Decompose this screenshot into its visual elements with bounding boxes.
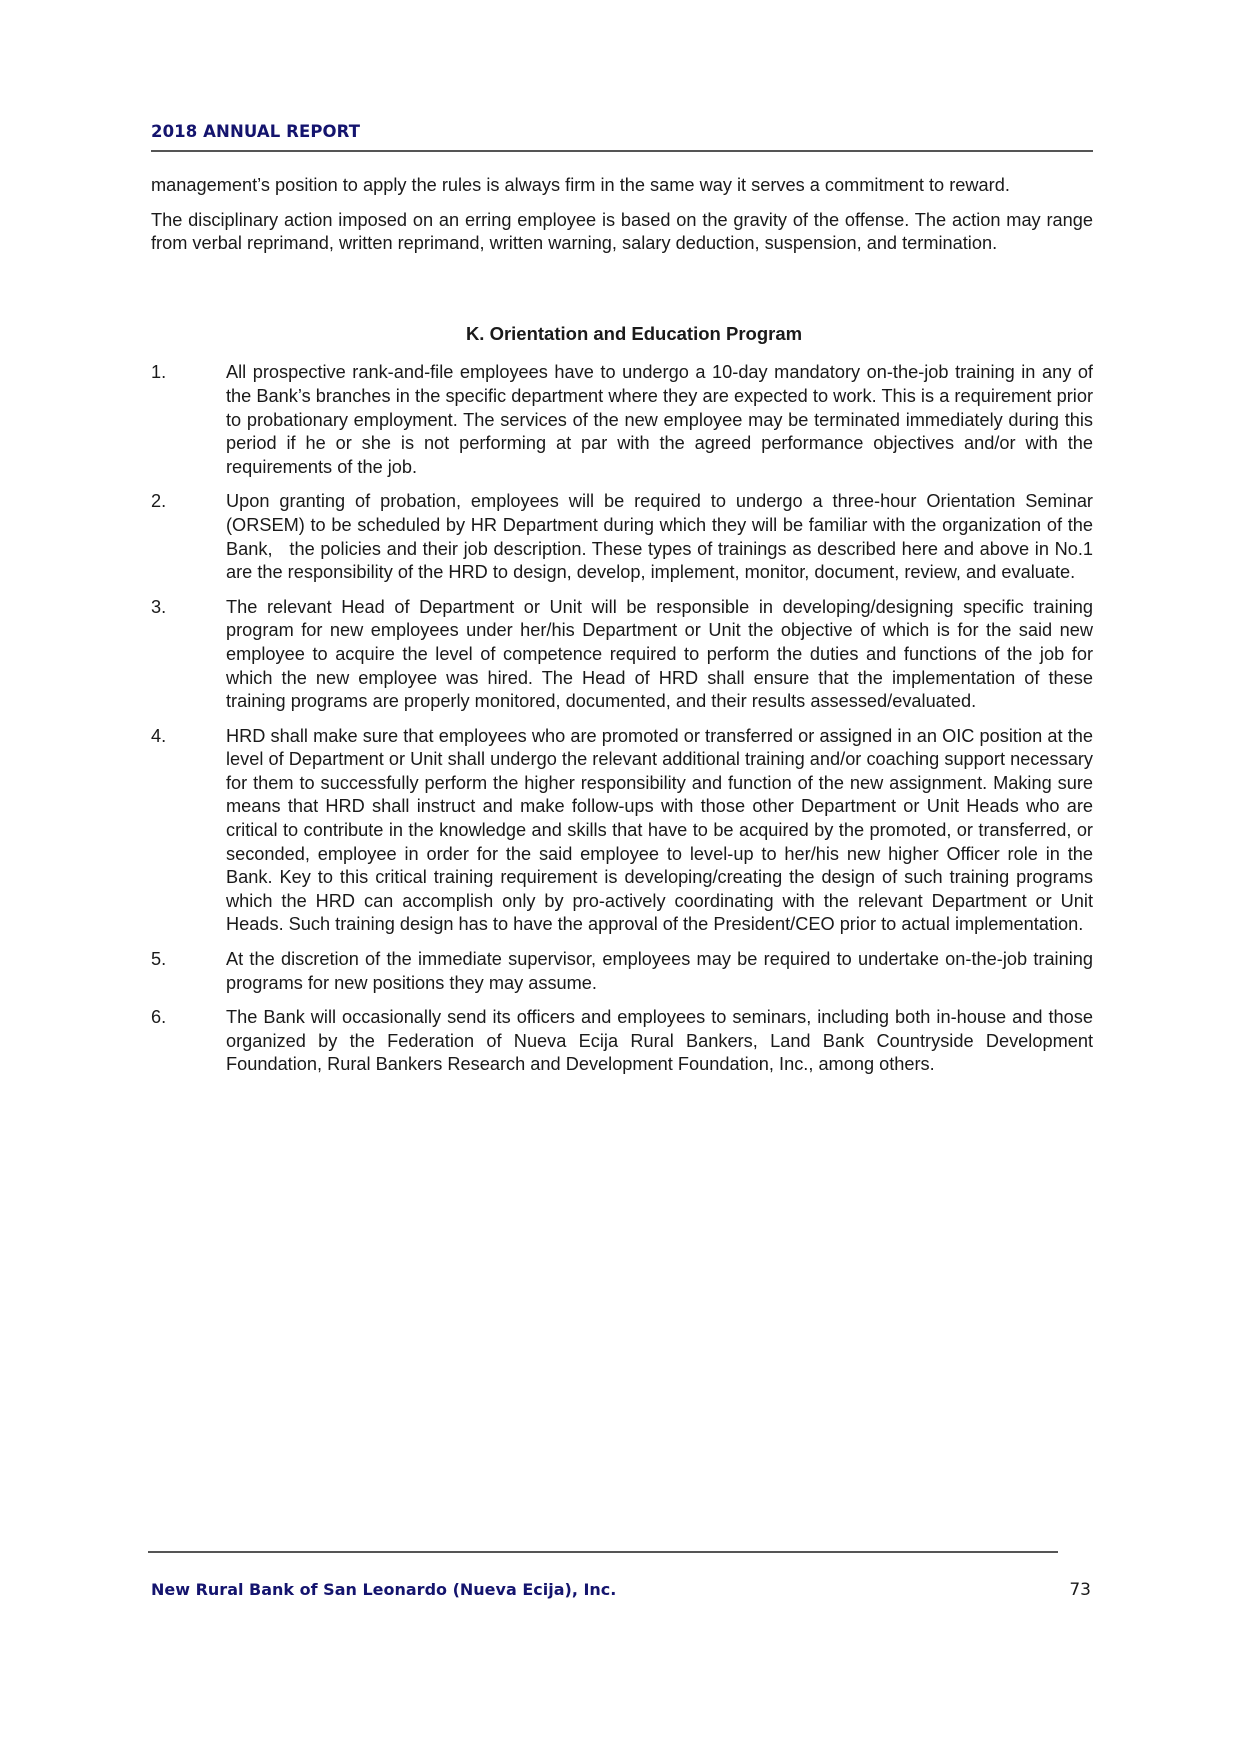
list-text: At the discretion of the immediate supervisor, employees may be required to undertake on-the-job training programs for new positions they may assume. xyxy=(226,949,1093,993)
section-heading: K. Orientation and Education Program xyxy=(465,322,803,344)
program-list xyxy=(151,361,1099,1077)
list-number: 6. xyxy=(151,1007,167,1028)
intro-paragraph: management’s position to apply the rules is always firm in the same way it serves a commitment to reward. xyxy=(151,175,1010,195)
list-item xyxy=(151,596,1093,714)
header-divider xyxy=(151,150,1093,152)
list-number: 3. xyxy=(151,596,167,617)
footer-divider xyxy=(148,1551,1058,1553)
page-header xyxy=(151,122,1093,142)
page-content xyxy=(151,174,1099,1088)
intro-paragraph: The disciplinary action imposed on an erring employee is based on the gravity of the offense. The action may range from verbal reprimand, written reprimand, written warning, salary deduction, suspension, and termination. xyxy=(151,209,1093,254)
list-number: 5. xyxy=(151,949,167,970)
report-title: 2018 ANNUAL REPORT xyxy=(151,122,361,141)
list-item xyxy=(151,948,1093,995)
list-item xyxy=(151,1006,1093,1077)
list-number: 1. xyxy=(151,362,167,383)
list-text: HRD shall make sure that employees who are promoted or transferred or assigned in an OIC position at the level of Department or Unit shall undergo the relevant additional training and/or coaching support necessary for them to successfully perform the higher responsibility and function of the new assignment. Making sure means that HRD shall instruct and make follow-ups with those other Department or Unit Heads who are critical to contribute in the knowledge and skills that have to be acquired by the promoted, or transferred, or seconded, employee in order for the said employee to level-up to her/his new higher Officer role in the Bank. Key to this critical training requirement is developing/creating the design of such training programs which the HRD can accomplish only by pro-actively coordinating with the relevant Department or Unit Heads. Such training design has to have the approval of the President/CEO prior to actual implementation. xyxy=(226,725,1093,935)
list-number: 2. xyxy=(151,491,167,512)
list-item xyxy=(151,490,1099,584)
list-text: All prospective rank-and-file employees have to undergo a 10-day mandatory on-the-job training in any of the Bank’s branches in the specific department where they are expected to work. This is a requirement prior to probationary employment. The services of the new employee may be terminated immediately during this period if he or she is not performing at par with the agreed performance objectives and/or with the requirements of the job. xyxy=(226,362,1093,477)
page-number: 73 xyxy=(1069,1580,1091,1600)
organization-name: New Rural Bank of San Leonardo (Nueva Ecija), Inc. xyxy=(151,1580,617,1599)
list-item xyxy=(151,361,1093,479)
list-item xyxy=(151,725,1093,937)
list-text: The relevant Head of Department or Unit will be responsible in developing/designing specific training program for new employees under her/his Department or Unit the objective of which is for the said new employee to acquire the level of competence required to perform the duties and functions of the job for which the new employee was hired. The Head of HRD shall ensure that the implementation of these training programs are properly monitored, documented, and their results assessed/evaluated. xyxy=(226,596,1093,712)
page-footer xyxy=(151,1580,1093,1600)
list-text: Upon granting of probation, employees will be required to undergo a three-hour Orientation Seminar (ORSEM) to be scheduled by HR Department during which they will be familiar with the organization of the Bank, the policies and their job description. These types of trainings as described here and above in No.1 are the responsibility of the HRD to design, develop, implement, monitor, document, review, and evaluate. xyxy=(226,491,1099,583)
list-number: 4. xyxy=(151,725,167,746)
list-text: The Bank will occasionally send its officers and employees to seminars, including both in-house and those organized by the Federation of Nueva Ecija Rural Bankers, Land Bank Countryside Development Foundation, Rural Bankers Research and Development Foundation, Inc., among others. xyxy=(226,1007,1093,1075)
